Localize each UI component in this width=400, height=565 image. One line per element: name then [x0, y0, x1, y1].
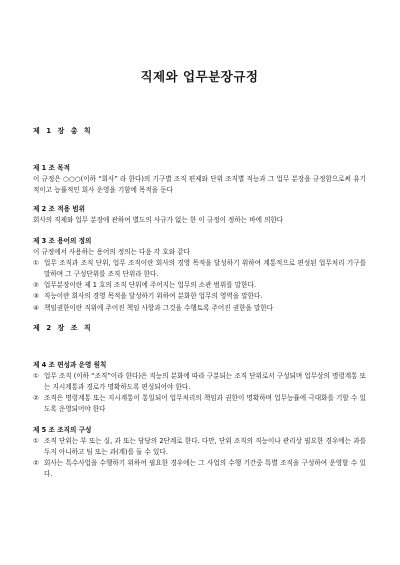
article-1-title: 제 1 조 목적 [33, 164, 70, 172]
chapter-1-heading: 제 1 장 총 칙 [33, 127, 91, 135]
list-item [33, 303, 366, 314]
list-item [33, 291, 366, 302]
list-item [33, 280, 366, 291]
article-4 [33, 360, 366, 416]
list-item-text: 업무 조직과 조직 단위, 업무 조직이란 회사의 경영 목적을 달성하기 위하여 계통적으로 편성된 업무처리 기구를 말하며 그 구성단위를 조직 단위라 한다. [44, 258, 366, 279]
article-1-body: 이 규정은 ○○○(이하 “회사” 라 한다)의 기구별 조직 편제와 단위 조직별 직능과 그 업무 분장을 규정함으로써 유기적이고 능률적인 회사 운영을 기함에 목적을 둔다 [33, 175, 366, 195]
list-item-text: 조직 단위는 부 또는 실, 과 또는 담당의 2단계로 한다. 다만, 단위 조직의 직능이나 관리상 필요한 경우에는 과를 두지 아니하고 팀 또는 과(계)를 둘 수 있다. [44, 436, 366, 456]
article-4-title: 제 4 조 편성과 운영 원칙 [33, 360, 107, 369]
list-item-text: 직능이란 회사의 경영 목적을 달성하기 위하여 분화한 업무의 영역을 말한다. [44, 292, 263, 301]
article-5 [33, 425, 366, 481]
list-item-number: ② [33, 459, 39, 468]
list-item-text: 책임권한이란 직위에 주어진 책임 사항과 그것을 수행토록 주어진 권한을 말한다 [44, 303, 274, 312]
list-item [33, 258, 366, 280]
article-2-title: 제 2 조 적용 범위 [33, 205, 85, 214]
article-2 [33, 204, 366, 226]
list-item-number: ② [33, 281, 39, 290]
document-title: 직제와 업무분장규정 [140, 69, 259, 84]
article-5-title: 제 5 조 조직의 구성 [33, 425, 92, 434]
article-1 [33, 163, 366, 196]
list-item-text: 회사는 특수사업을 수행하기 위하여 필요한 경우에는 그 사업의 수행 기간중 특별 조직을 구성하여 운영할 수 있다. [44, 459, 366, 479]
article-2-body: 회사의 직제와 업무 분장에 관하여 별도의 사규가 없는 한 이 규정이 정하는 바에 의한다 [33, 216, 284, 225]
list-item [33, 458, 366, 480]
list-item-number: ③ [33, 292, 39, 301]
list-item-text: 업무 조직 (이하 “조직”이라 한다)은 직능의 분화에 따라 구분되는 조직 단위로서 구성되며 업무상의 명령계통 또는 지시계통과 경로가 명확하도록 편성되어야 한다. [44, 371, 366, 392]
list-item-number: ② [33, 394, 39, 403]
list-item-number: ① [33, 258, 39, 267]
list-item [33, 436, 366, 458]
list-item-text: 조직은 명령계통 또는 지시계통이 통일되어 업무처리의 책임과 권한이 명확하며 업무능률에 극대화를 기할 수 있도록 운영되어야 한다 [44, 394, 366, 414]
article-3 [33, 236, 366, 314]
article-3-intro: 이 규정에서 사용하는 용어의 정의는 다음 각 호와 같다 [33, 247, 190, 256]
list-item [33, 393, 366, 415]
chapter-2-heading: 제 2 장 조 직 [33, 323, 91, 332]
article-3-title: 제 3 조 용어의 정의 [33, 236, 92, 245]
list-item-number: ① [33, 371, 39, 380]
list-item [33, 371, 366, 393]
list-item-number: ④ [33, 303, 39, 312]
list-item-number: ① [33, 436, 39, 445]
list-item-text: 업무분장이란 제 1 호의 조직 단위에 주어지는 업무의 소관 범위를 말한다. [44, 281, 256, 290]
